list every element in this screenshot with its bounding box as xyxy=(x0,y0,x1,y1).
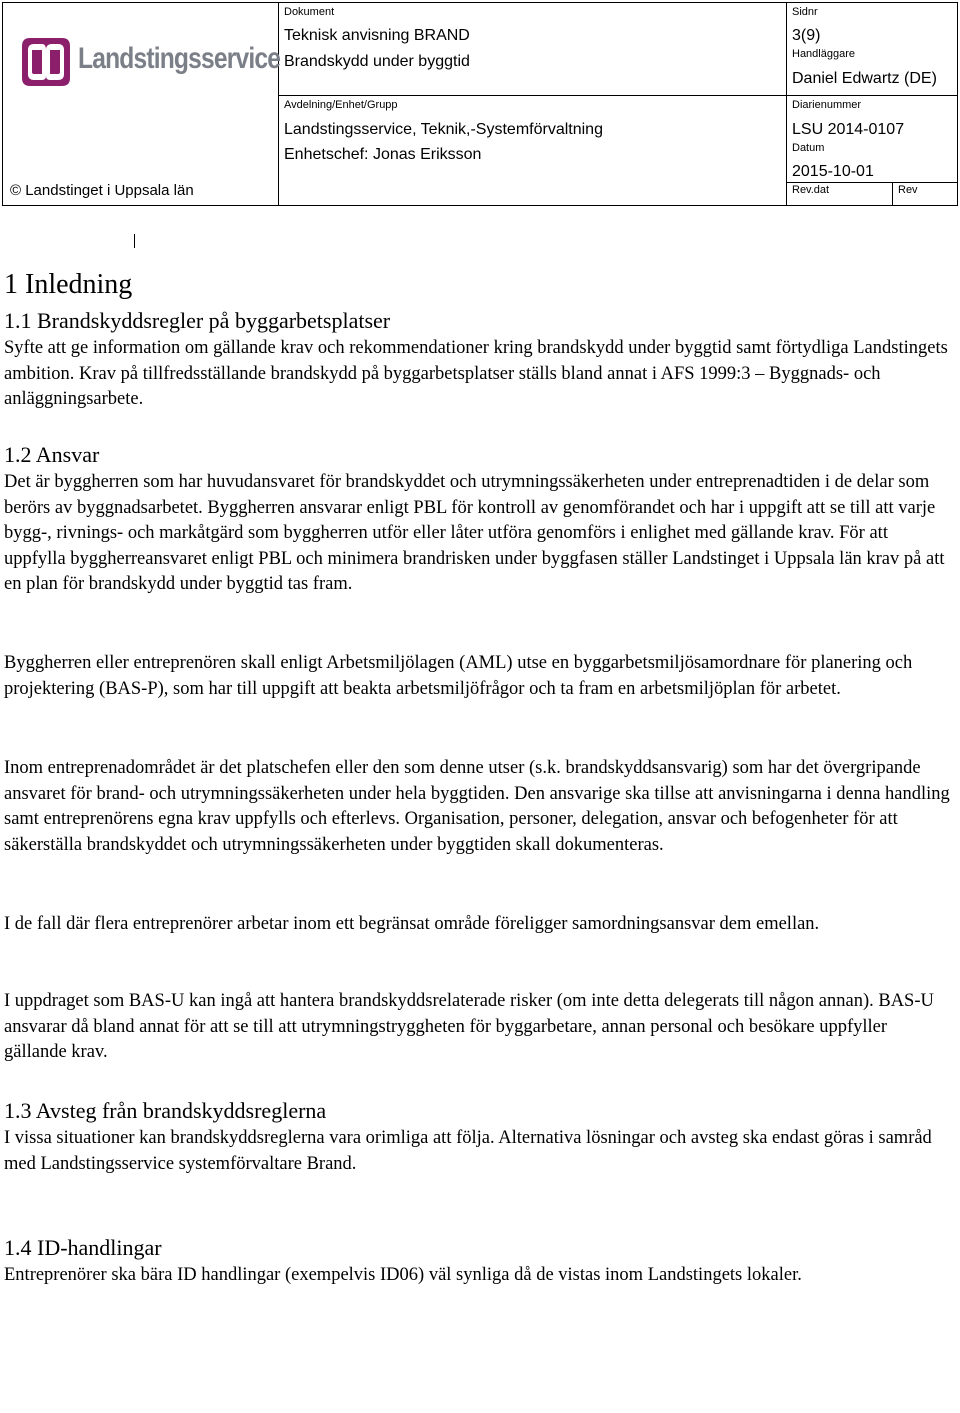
chapter-heading: 1 Inledning xyxy=(4,269,133,300)
avdelning-label: Avdelning/Enhet/Grupp xyxy=(284,99,398,111)
section-1-2-paragraph-3: Inom entreprenadområdet är det platschefen eller den som denne utser (s.k. brandskyddsansvarig) som har det övergripande ansvaret för brand- och utrymningssäkerheten under hela byggtiden. Den ansvarige ska tillse att anvisningarna i denna handling samt entreprenörens egna krav uppfylls och efterlevs. Organisation, personer, delegation, ansvar och befogenheter för att säkerställa brandskyddet och utrymningssäkerheten under byggtiden skall dokumenteras. xyxy=(4,758,950,855)
diarienummer-value: LSU 2014-0107 xyxy=(792,121,905,138)
enhetschef-value: Enhetschef: Jonas Eriksson xyxy=(284,146,482,163)
section-1-2-paragraph-5: I uppdraget som BAS-U kan ingå att hantera brandskyddsrelaterade risker (om inte detta delegerats till någon annan). BAS-U ansvarar då bland annat för att se till att utrymningstryggheten för byggarbetare, annan personal och besökare uppfyller gällande krav. xyxy=(4,991,934,1063)
datum-value: 2015-10-01 xyxy=(792,163,874,180)
section-1-3-paragraph: I vissa situationer kan brandskyddsreglerna vara orimliga att följa. Alternativa lösningar och avsteg ska endast göras i samråd med Landstingsservice systemförvaltare Brand. xyxy=(4,1128,932,1174)
section-1-4-paragraph: Entreprenörer ska bära ID handlingar (exempelvis ID06) väl synliga då de vistas inom Landstingets lokaler. xyxy=(4,1265,802,1285)
section-1-2-heading: 1.2 Ansvar xyxy=(4,442,100,467)
handlaggare-label: Handläggare xyxy=(792,48,855,60)
dokument-label: Dokument xyxy=(284,6,335,18)
logo-mark-icon xyxy=(16,36,76,88)
margin-tick xyxy=(134,234,135,248)
copyright-notice: © Landstinget i Uppsala län xyxy=(10,182,194,199)
section-1-3-heading: 1.3 Avsteg från brandskyddsreglerna xyxy=(4,1098,327,1123)
dokument-title: Teknisk anvisning BRAND xyxy=(284,27,470,44)
revdat-label: Rev.dat xyxy=(792,184,830,196)
section-1-2-paragraph-1: Det är byggherren som har huvudansvaret för brandskyddet och utrymningssäkerheten under entreprenadtiden i de delar som berörs av byggnadsarbetet. Byggherren ansvarar enligt PBL för kontroll av genomförandet och har i uppgift att se till att varje bygg-, rivnings- och markåtgärd som byggherren utför eller låter utföra genomförs i enlighet med gällande krav. För att uppfylla byggherreansvaret enligt PBL och minimera brandrisken under byggfasen ställer Landstinget i Uppsala län krav på att en plan för brandskydd under byggtid tas fram. xyxy=(4,472,945,595)
document-header xyxy=(2,2,958,206)
dokument-subtitle: Brandskydd under byggtid xyxy=(284,53,470,70)
diarienummer-label: Diarienummer xyxy=(792,99,862,111)
sidnr-value: 3(9) xyxy=(792,27,821,44)
rev-label: Rev xyxy=(898,184,918,196)
section-1-4-heading: 1.4 ID-handlingar xyxy=(4,1235,162,1260)
logo-text: Landstingsservice xyxy=(78,42,281,75)
datum-label: Datum xyxy=(792,142,825,154)
section-1-1-heading: 1.1 Brandskyddsregler på byggarbetsplatser xyxy=(4,308,391,333)
sidnr-label: Sidnr xyxy=(792,6,818,18)
avdelning-value: Landstingsservice, Teknik,-Systemförvaltning xyxy=(284,121,603,138)
handlaggare-value: Daniel Edwartz (DE) xyxy=(792,70,937,87)
section-1-2-paragraph-2: Byggherren eller entreprenören skall enligt Arbetsmiljölagen (AML) utse en byggarbetsmiljösamordnare för planering och projektering (BAS-P), som har till uppgift att beakta arbetsmiljöfrågor och ta fram en arbetsmiljöplan för arbetet. xyxy=(4,653,913,699)
section-1-1-paragraph: Syfte att ge information om gällande krav och rekommendationer kring brandskydd under byggtid samt förtydliga Landstingets ambition. Krav på tillfredsställande brandskydd på byggarbetsplatser ställs bland annat i AFS 1999:3 – Byggnads- och anläggningsarbete. xyxy=(4,338,948,410)
landstingsservice-logo xyxy=(16,36,281,88)
section-1-2-paragraph-4: I de fall där flera entreprenörer arbetar inom ett begränsat område föreligger samordningsansvar dem emellan. xyxy=(4,914,820,934)
